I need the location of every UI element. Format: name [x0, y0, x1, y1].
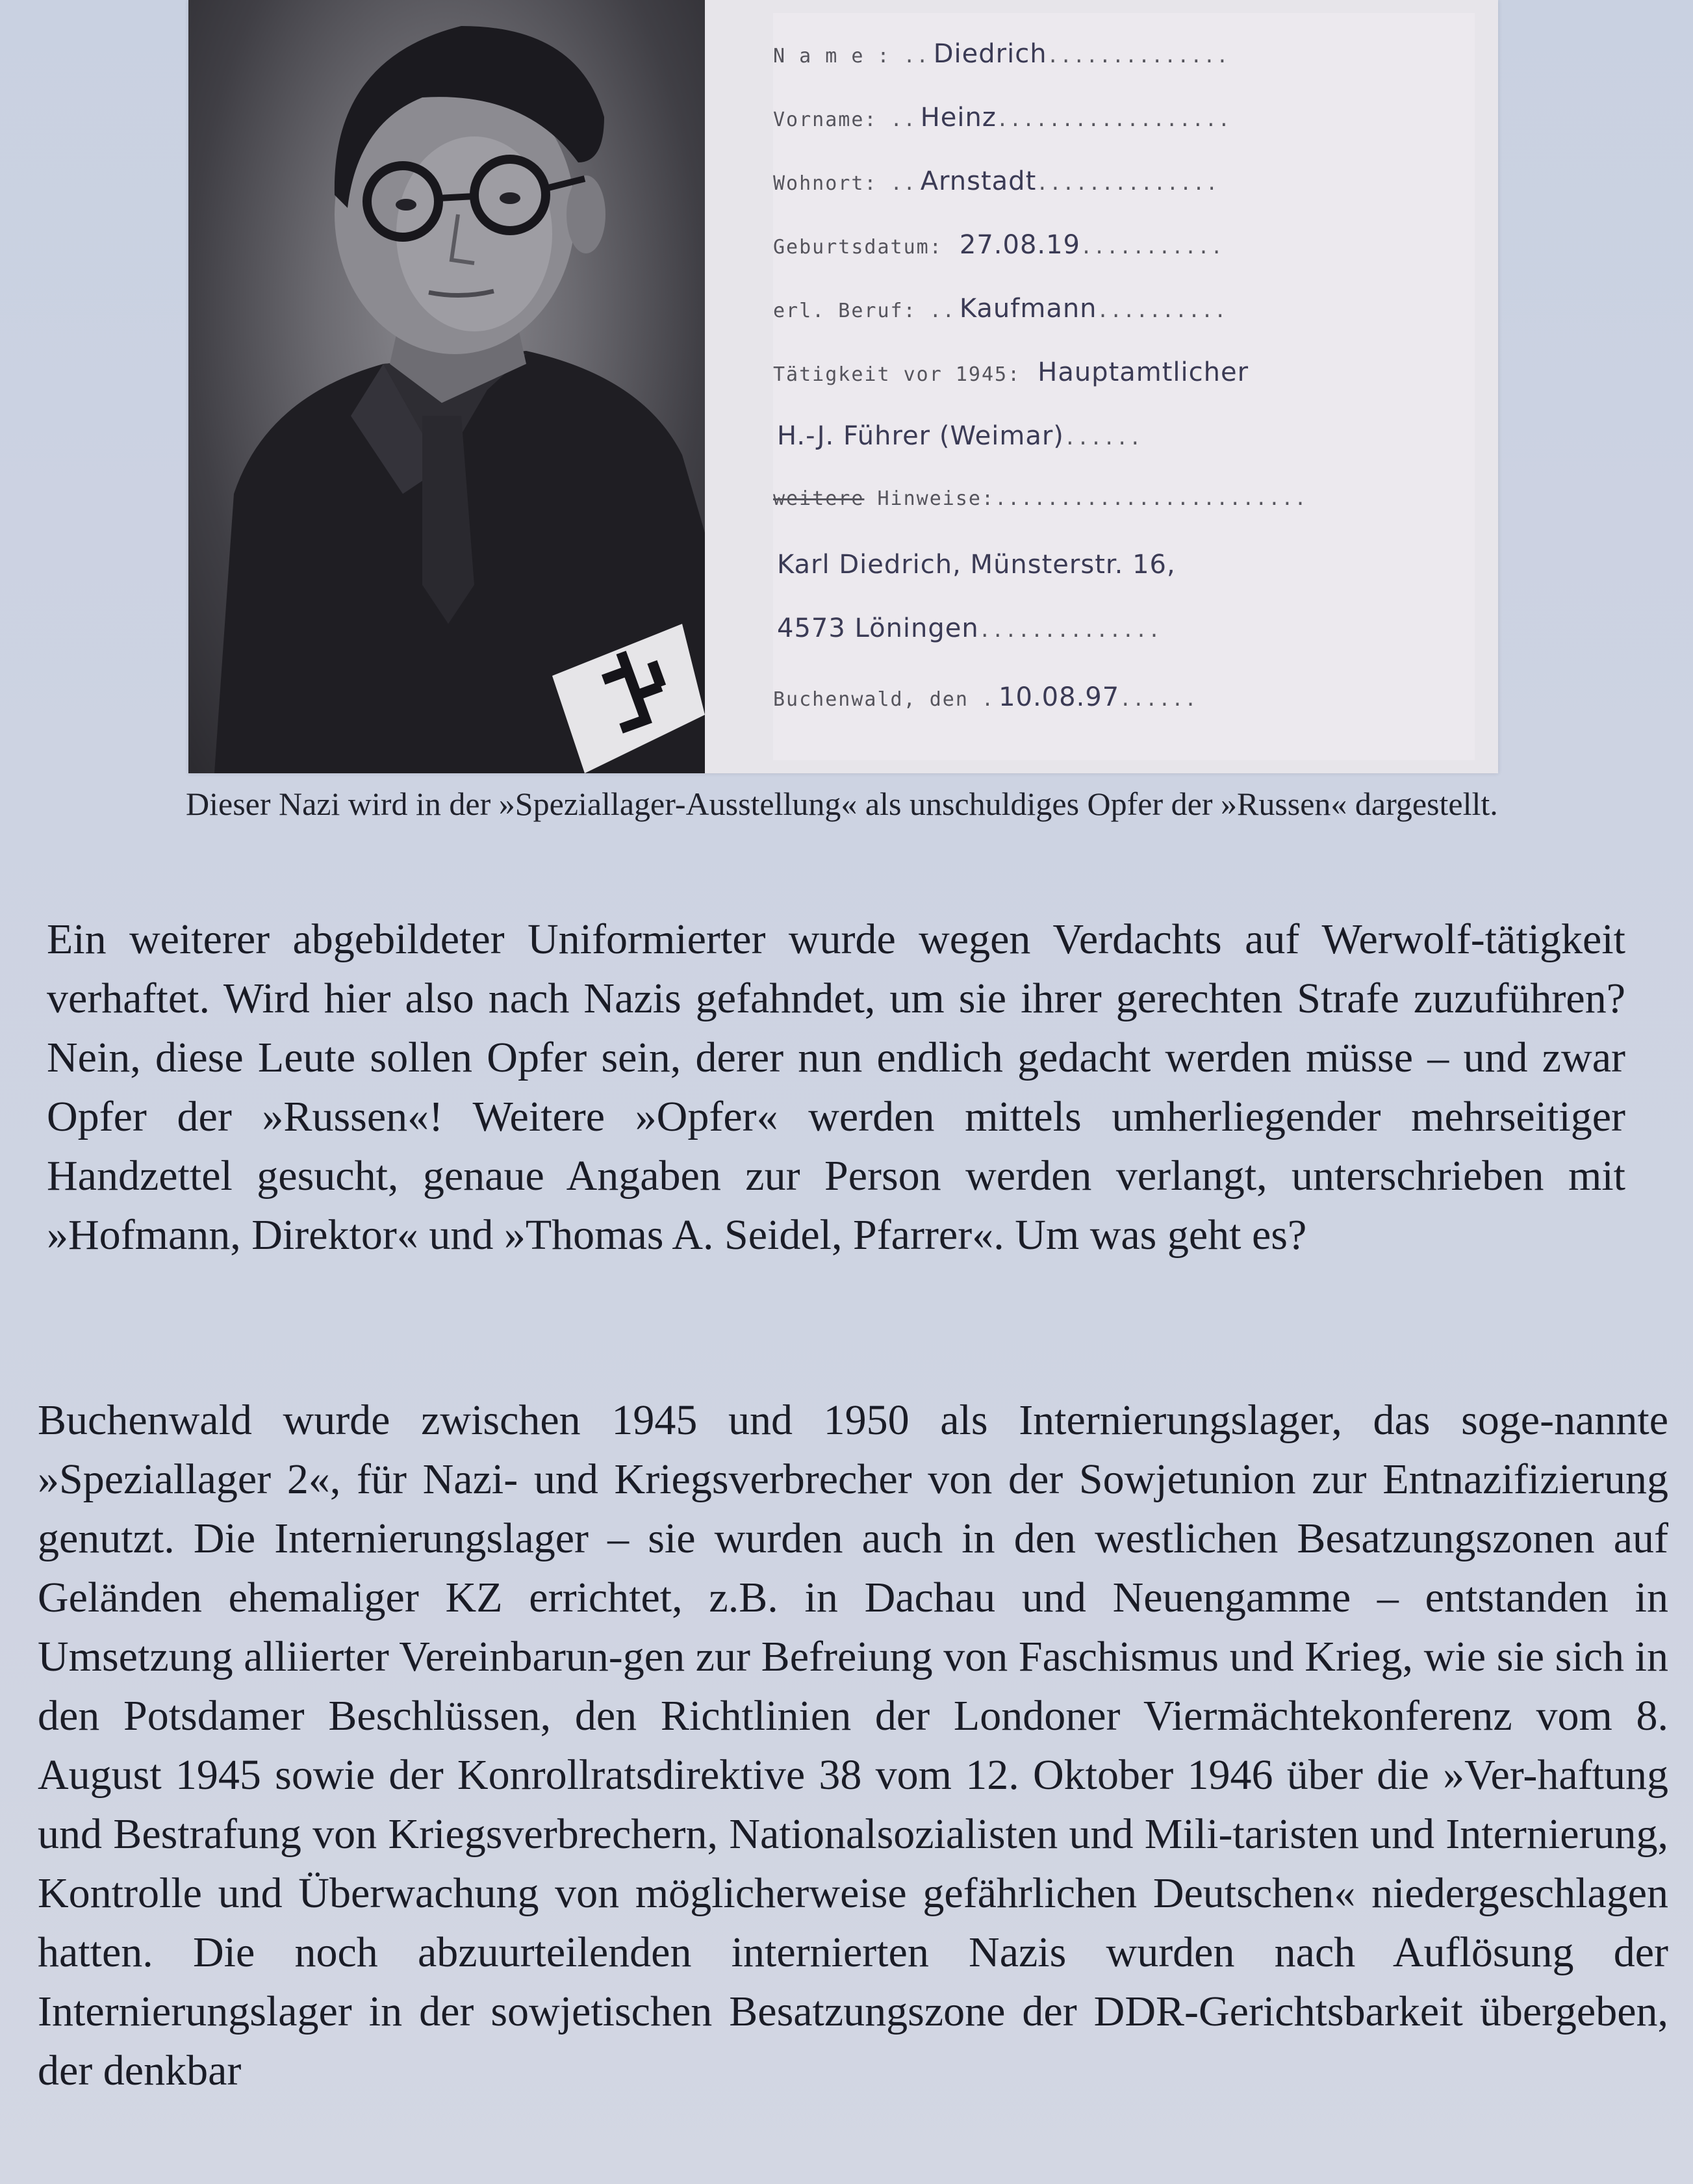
card-row-hinweise-2: 4573 Löningen..............	[777, 613, 1162, 643]
wohnort-value: Arnstadt	[920, 166, 1037, 196]
geburtsdatum-value: 27.08.19	[959, 230, 1080, 260]
card-row-geburtsdatum: Geburtsdatum: 27.08.19...........	[773, 230, 1224, 260]
body-paragraph-2: Buchenwald wurde zwischen 1945 und 1950 als Internierungslager, das soge-nannte »Speziallager 2«, für Nazi- und Kriegsverbrecher von der Sowjetunion zur Entnazifizierung genutzt. Die Internierungslager – sie wurden auch in den westlichen Besatzungszonen auf Geländen ehemaliger KZ errichtet, z.B. in Dachau und Neuengamme – entstanden in Umsetzung alliierter Vereinbarun-gen zur Befreiung von Faschismus und Krieg, wie sie sich in den Potsdamer Beschlüssen, den Richtlinien der Londoner Viermächtekonferenz vom 8. August 1945 sowie der Konrollratsdirektive 38 vom 12. Oktober 1946 über die »Ver-haftung und Bestrafung von Kriegsverbrechern, Nationalsozialisten und Mili-taristen und Internierung, Kontrolle und Überwachung von möglicherweise gefährlichen Deutschen« niedergeschlagen hatten. Die noch abzuurteilenden internierten Nazis wurden nach Auflösung der Internierungslager in der sowjetischen Besatzungszone der DDR-Gerichtsbarkeit übergeben, der denkbar	[38, 1396, 1668, 2094]
body-paragraph-1: Ein weiterer abgebildeter Uniformierter wurde wegen Verdachts auf Werwolf-tätigkeit verhaftet. Wird hier also nach Nazis gefahndet, um sie ihrer gerechten Strafe zuzuführen? Nein, diese Leute sollen Opfer sein, derer nun endlich gedacht werden müsse – und zwar Opfer der »Russen«! Weitere »Opfer« werden mittels umherliegender mehrseitiger Handzettel gesucht, genaue Angaben zur Person werden verlangt, unterschrieben mit »Hofmann, Direktor« und »Thomas A. Seidel, Pfarrer«. Um was geht es?	[47, 916, 1625, 1259]
card-row-vorname: Vorname: .. Heinz..................	[773, 103, 1231, 133]
card-row-wohnort: Wohnort: .. Arnstadt..............	[773, 166, 1219, 196]
hinweise-label: Hinweise:	[877, 487, 995, 510]
beruf-label: erl. Beruf:	[773, 300, 917, 322]
name-label: N a m e :	[773, 45, 891, 68]
card-row-ort: Buchenwald, den . 10.08.97......	[773, 682, 1198, 712]
portrait-illustration	[188, 0, 705, 773]
figure	[188, 0, 1498, 773]
taetigkeit-value-2: H.-J. Führer (Weimar)	[777, 421, 1064, 451]
ort-label: Buchenwald, den	[773, 688, 969, 711]
hinweise-value-2: 4573 Löningen	[777, 613, 979, 643]
card-row-taetigkeit-2: H.-J. Führer (Weimar)......	[777, 421, 1143, 451]
geburtsdatum-label: Geburtsdatum:	[773, 236, 943, 259]
registration-card	[773, 13, 1475, 760]
card-row-hinweise-1	[773, 550, 1176, 580]
name-value: Diedrich	[933, 39, 1047, 69]
wohnort-label: Wohnort:	[773, 172, 878, 195]
figure-caption: Dieser Nazi wird in der »Speziallager-Ausstellung« als unschuldiges Opfer der »Russen« dargestellt.	[186, 786, 1498, 822]
beruf-value: Kaufmann	[959, 294, 1097, 324]
card-row-beruf: erl. Beruf: .. Kaufmann..........	[773, 294, 1228, 324]
card-row-hinweise: weitere Hinweise:........................	[773, 487, 1308, 510]
taetigkeit-label: Tätigkeit vor 1945:	[773, 363, 1021, 386]
hinweise-value-1: Karl Diedrich, Münsterstr. 16,	[777, 550, 1176, 580]
taetigkeit-value-1: Hauptamtlicher	[1037, 357, 1249, 387]
ort-value: 10.08.97	[999, 682, 1120, 712]
hinweise-label-struck: weitere	[773, 487, 865, 510]
vorname-label: Vorname:	[773, 109, 878, 131]
portrait-photo	[188, 0, 705, 773]
vorname-value: Heinz	[920, 103, 997, 133]
card-row-taetigkeit	[773, 357, 1249, 387]
card-row-name: N a m e : .. Diedrich..............	[773, 39, 1230, 69]
